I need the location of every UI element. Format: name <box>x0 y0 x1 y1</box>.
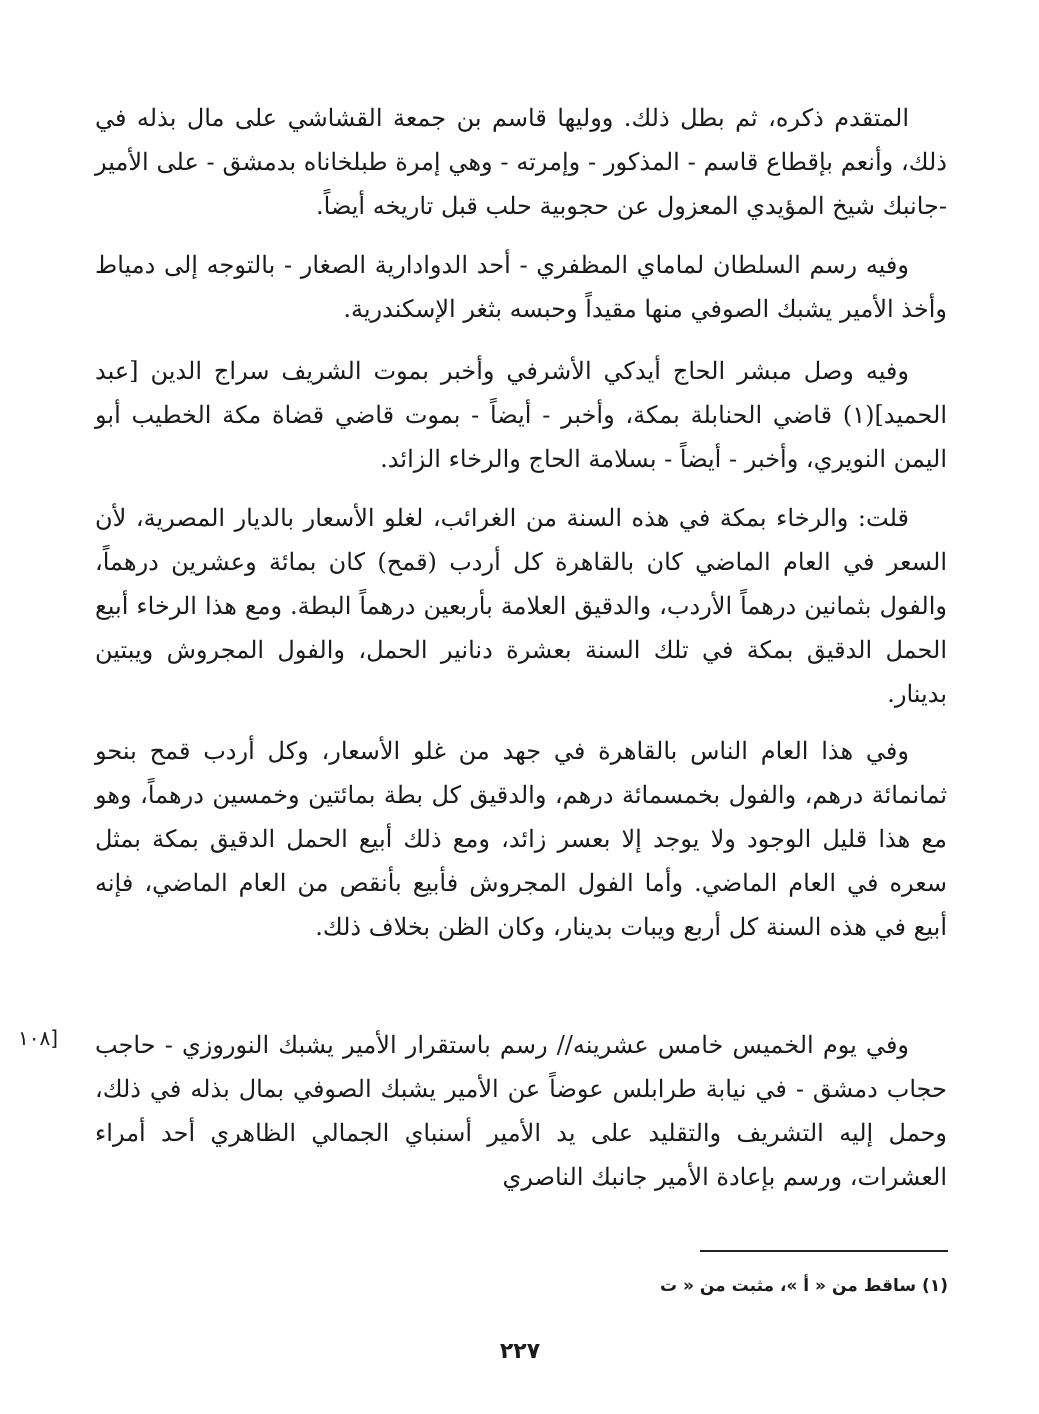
paragraph-6 <box>95 1023 947 1199</box>
manuscript-folio-marker: [١٠٨ <box>18 1026 59 1050</box>
paragraph-1 <box>95 96 947 228</box>
footnote: (١) ساقط من « أ »، مثبت من « ت <box>659 1276 948 1296</box>
paragraph-text: قلت: والرخاء بمكة في هذه السنة من الغرائب، لغلو الأسعار بالديار المصرية، لأن السعر في العام الماضي كان بالقاهرة كل أردب (قمح) كان بمائة وعشرين درهماً، والفول بثمانين درهماً الأردب، والدقيق العلامة بأربعين درهماً البطة. ومع هذا الرخاء أبيع الحمل الدقيق بمكة في تلك السنة بعشرة دنانير الحمل، والفول المجروش ويبتين بدينار. <box>95 504 947 708</box>
paragraph-5 <box>95 729 947 949</box>
paragraph-text: وفيه وصل مبشر الحاج أيدكي الأشرفي وأخبر بموت الشريف سراج الدين [عبد الحميد](١) قاضي الحنابلة بمكة، وأخبر - أيضاً - بموت قاضي قضاة مكة الخطيب أبو اليمن النويري، وأخبر - أيضاً - بسلامة الحاج والرخاء الزائد. <box>95 357 947 473</box>
paragraph-text: المتقدم ذكره، ثم بطل ذلك. ووليها قاسم بن جمعة القشاشي على مال بذله في ذلك، وأنعم بإقطاع قاسم - المذكور - وإمرته - وهي إمرة طبلخاناه بدمشق - على الأمير -جانبك شيخ المؤيدي المعزول عن حجوبية حلب قبل تاريخه أيضاً. <box>95 104 947 220</box>
paragraph-4 <box>95 496 947 716</box>
page-number: ٢٢٧ <box>499 1339 541 1364</box>
paragraph-text: وفيه رسم السلطان لماماي المظفري - أحد الدوادارية الصغار - بالتوجه إلى دمياط وأخذ الأمير يشبك الصوفي منها مقيداً وحبسه بثغر الإسكندرية. <box>95 251 947 323</box>
paragraph-text: وفي يوم الخميس خامس عشرينه// رسم باستقرار الأمير يشبك النوروزي - حاجب حجاب دمشق - في نيابة طرابلس عوضاً عن الأمير يشبك الصوفي بمال بذله في ذلك، وحمل إليه التشريف والتقليد على يد الأمير أسنباي الجمالي الظاهري أحد أمراء العشرات، ورسم بإعادة الأمير جانبك الناصري <box>95 1031 947 1191</box>
paragraph-text: وفي هذا العام الناس بالقاهرة في جهد من غلو الأسعار، وكل أردب قمح بنحو ثمانمائة درهم، والفول بخمسمائة درهم، والدقيق كل بطة بمائتين وخمسين درهماً، وهو مع هذا قليل الوجود ولا يوجد إلا بعسر زائد، ومع ذلك أبيع الحمل الدقيق بمكة بمثل سعره في العام الماضي. وأما الفول المجروش فأبيع بأنقص من العام الماضي، فإنه أبيع في هذه السنة كل أربع ويبات بدينار، وكان الظن بخلاف ذلك. <box>95 737 947 941</box>
paragraph-2 <box>95 243 947 331</box>
footnote-divider <box>700 1250 948 1252</box>
paragraph-3 <box>95 349 947 481</box>
